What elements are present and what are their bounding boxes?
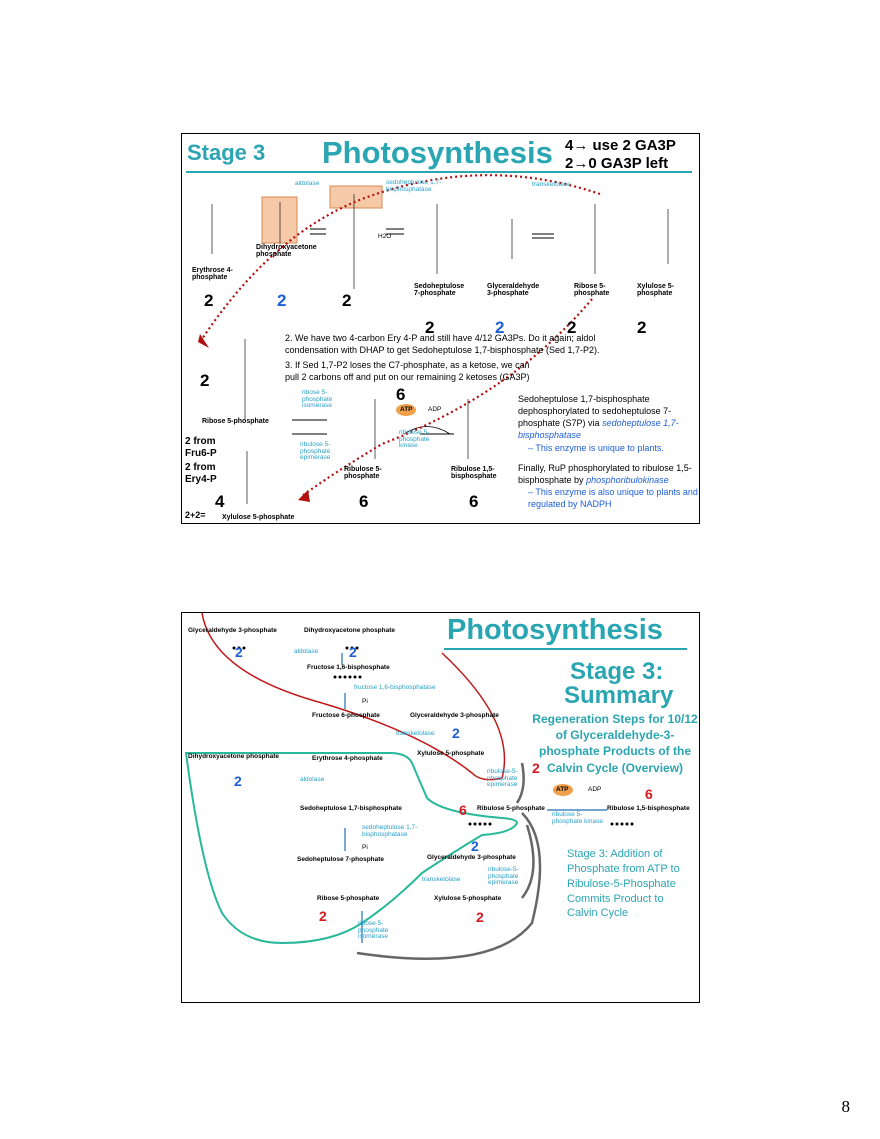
- pi-label-2: Pi: [362, 844, 368, 851]
- note-prk: Finally, RuP phosphorylated to ribulose 1,5-bisphosphate by phosphoribulokinase – This enzyme is also unique to plants and regulated by NADPH: [518, 463, 698, 510]
- slide-stage3-detail: [181, 133, 700, 524]
- slide-title: Photosynthesis: [322, 135, 553, 170]
- atp-label: ATP: [400, 406, 413, 413]
- page-number: 8: [841, 1097, 850, 1116]
- enzyme-9: ribulose 5-phosphate kinase: [552, 811, 603, 825]
- enzyme-1: aldolase: [294, 648, 319, 655]
- count-sum: 4: [215, 492, 225, 511]
- label-from-fru6p: 2 from Fru6-P: [185, 436, 217, 459]
- count-dhap: 2: [277, 291, 287, 310]
- enzyme-5: sedoheptulose 1,7-bisphosphatase: [362, 824, 418, 838]
- mol-ribulose5p: Ribulose 5-phosphate: [344, 466, 382, 480]
- mol-r5p: Ribose 5-phosphate: [574, 283, 610, 297]
- label-from-ery4p: 2 from Ery4-P: [185, 462, 217, 485]
- count-ga3p: 2: [495, 318, 505, 337]
- mol-xylulose5p: Xylulose 5-phosphate: [222, 514, 295, 521]
- slide2-stage: Stage 3:: [570, 658, 664, 685]
- mol-rubp-2: Ribulose 1,5-bisphosphate: [607, 805, 690, 812]
- mol-xu5p-a: Xylulose 5-phosphate: [417, 750, 485, 757]
- count-ribose5p: 2: [200, 371, 210, 390]
- count-rubp: 6: [469, 492, 479, 511]
- slide2-title: Photosynthesis: [447, 614, 663, 646]
- count-a: 2: [235, 644, 243, 660]
- enzyme-rpe: ribulose 5-phosphate epimerase: [300, 441, 331, 461]
- count-e: 2: [532, 760, 540, 776]
- count-b: 2: [349, 644, 357, 660]
- mol-sbp: Sedoheptulose 1,7-bisphosphate: [300, 805, 402, 812]
- slide-stage3-summary: [181, 612, 700, 1003]
- count-e4p: 2: [204, 291, 214, 310]
- regen-note: Regeneration Steps for 10/12 of Glyceraldehyde-3-phosphate Products of the Calvin Cycle (Overview): [532, 712, 698, 775]
- enzyme-sbpase: sedoheptulose 1,7-bisphosphatase: [386, 179, 442, 193]
- count-j: 2: [476, 909, 484, 925]
- mol-ga3p-c: Glyceraldehyde 3-phosphate: [427, 854, 516, 861]
- note-step3: 3. If Sed 1,7-P2 loses the C7-phosphate, as a ketose, we can pull 2 carbons off and put on our remaining 2 ketoses (GA3P): [285, 360, 530, 383]
- slide2-summary: Summary: [564, 682, 674, 709]
- count-i: 2: [319, 908, 327, 924]
- h2o-label: H2O: [378, 233, 392, 240]
- count-d: 2: [234, 773, 242, 789]
- count-c: 2: [452, 725, 460, 741]
- mol-ga3p-a: Glyceraldehyde 3-phosphate: [188, 627, 277, 634]
- enzyme-8: ribulose-5-phosphate epimerase: [488, 866, 519, 886]
- mol-rubp: Ribulose 1,5-bisphosphate: [451, 466, 497, 480]
- count-r5p: 2: [567, 318, 577, 337]
- enzyme-2: fructose 1,6-bisphosphatase: [354, 684, 436, 691]
- count-xu5p: 2: [637, 318, 647, 337]
- note-step2: 2. We have two 4-carbon Ery 4-P and still have 4/12 GA3Ps. Do it again; aldol condensation with DHAP to get Sedoheptulose 1,7-bisphosphate (Sed 1,7-P2).: [285, 333, 600, 356]
- corner-note-2: 2→0 GA3P left: [565, 155, 669, 172]
- count-h: 2: [471, 838, 479, 854]
- enzyme-4: aldolase: [300, 776, 325, 783]
- enzyme-10: ribulose-5-phosphate epimerase: [487, 768, 518, 788]
- arrowhead-2: [298, 490, 310, 502]
- mol-dhap-a: Dihydroxyacetone phosphate: [304, 627, 396, 634]
- adp-label: ADP: [428, 406, 442, 413]
- mol-ga3p-b: Glyceraldehyde 3-phosphate: [410, 712, 499, 719]
- count-f: 6: [459, 802, 467, 818]
- enzyme-aldolase: aldolase: [295, 180, 320, 187]
- count-g: 6: [645, 786, 653, 802]
- mol-ga3p: Glyceraldehyde 3-phosphate: [487, 283, 540, 297]
- corner-note-1: 4→ use 2 GA3P: [565, 137, 676, 154]
- adp-label-2: ADP: [588, 786, 602, 793]
- enzyme-3: transketolase: [396, 730, 435, 737]
- return-arrow-3: [522, 825, 533, 898]
- atp-label-2: ATP: [556, 786, 569, 793]
- enzyme-6: transketolase: [422, 876, 461, 883]
- mol-dhap: Dihydroxyacetone phosphate: [256, 244, 317, 258]
- mol-dhap-b: Dihydroxyacetone phosphate: [188, 753, 280, 760]
- count-ribulose5p: 6: [359, 492, 369, 511]
- mol-ru5p: Ribulose 5-phosphate: [477, 805, 545, 812]
- mol-e4p-2: Erythrose 4-phosphate: [312, 755, 383, 762]
- mol-fbp: Fructose 1,6-bisphosphate: [307, 664, 390, 671]
- enzyme-prk: ribulose 5-phosphate kinase: [399, 429, 430, 449]
- atp-commit-note: Stage 3: Addition of Phosphate from ATP to Ribulose-5-Phosphate Commits Product to Calvin Cycle: [567, 848, 680, 920]
- mol-xu5p-b: Xylulose 5-phosphate: [434, 895, 502, 902]
- mol-s7p: Sedoheptulose 7-phosphate: [414, 283, 465, 297]
- stage-label: Stage 3: [187, 140, 266, 165]
- mol-ribose5p: Ribose 5-phosphate: [202, 418, 269, 425]
- label-sum: 2+2=: [185, 510, 206, 520]
- count-ru5p-top: 6: [396, 385, 406, 404]
- mol-s7p-2: Sedoheptulose 7-phosphate: [297, 856, 385, 863]
- sbp-highlight: [330, 186, 382, 208]
- count-sbp: 2: [342, 291, 352, 310]
- dhap-highlight: [262, 197, 297, 243]
- note-sbpase: Sedoheptulose 1,7-bisphosphate dephosphorylated to sedoheptulose 7-phosphate (S7P) via sedoheptulose 1,7-bisphosphatase – This enzyme is unique to plants.: [518, 394, 679, 453]
- enzyme-7: ribose 5-phosphate isomerase: [358, 920, 389, 940]
- pi-label-1: Pi: [362, 698, 368, 705]
- enzyme-rpi: ribose 5-phosphate isomerase: [302, 389, 333, 409]
- mol-f6p: Fructose 6-phosphate: [312, 712, 380, 719]
- mol-xu5p: Xylulose 5-phosphate: [637, 283, 674, 297]
- mol-e4p: Erythrose 4-phosphate: [192, 267, 233, 281]
- mol-r5p-2: Ribose 5-phosphate: [317, 895, 380, 902]
- enzyme-transketolase: transketolase: [532, 181, 571, 188]
- count-s7p: 2: [425, 318, 435, 337]
